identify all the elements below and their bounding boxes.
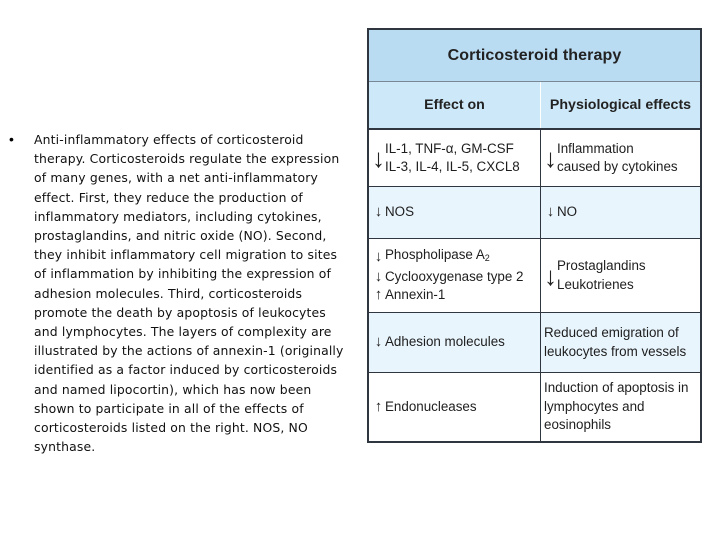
table-row-adhesion: [369, 313, 700, 373]
down-arrow-icon: ↓: [544, 260, 557, 291]
cytokines-effect-group: [372, 140, 536, 177]
down-arrow-icon: ↓: [374, 247, 383, 265]
effect-cell-adhesion: [369, 313, 541, 372]
table-row-endonucleases: [369, 373, 700, 441]
bullet-marker: •: [9, 131, 14, 147]
table-row-cytokines: [369, 130, 700, 187]
bullet-text: Anti-inflammatory effects of corticosteroid therapy. Corticosteroids regulate the expression of many genes, with a net anti-inflammatory effect. First, they reduce the production of inflammatory mediators, including cytokines, prostaglandins, and nitric oxide (NO). Second, they inhibit inflammatory cell migration to sites of inflammation by inhibiting the expression of adhesion molecules. Third, corticosteroids promote the death by apoptosis of leukocytes and lymphocytes. The layers of complexity are illustrated by the actions of annexin-1 (originally identified as a factor induced by corticosteroids and named lipocortin), which has now been shown to participate in all of the effects of corticosteroids listed on the right. NOS, NO synthase.: [34, 132, 344, 455]
nos-effect: NOS: [385, 204, 415, 220]
phospholipase-name: Phospholipase A: [385, 247, 485, 263]
adhesion-effect: Adhesion molecules: [385, 334, 505, 350]
phys-cell-adhesion: [541, 313, 700, 372]
phys-cell-nos: [541, 187, 700, 238]
table-title: Corticosteroid therapy: [369, 30, 700, 82]
phys-cell-phospholipase: [541, 239, 700, 312]
table-row-phospholipase: [369, 239, 700, 313]
cytokines-effect-line1: IL-1, TNF-α, GM-CSF: [385, 140, 514, 156]
cytokines-effect-line2: IL-3, IL-4, IL-5, CXCL8: [385, 159, 520, 174]
adhesion-phys-line1: Reduced emigration of: [544, 325, 679, 340]
phys-cell-endonucleases: [541, 373, 700, 441]
cytokines-phys-line2: caused by cytokines: [557, 159, 678, 174]
effect-cell-phospholipase: [369, 239, 541, 312]
down-arrow-icon: ↓: [374, 203, 383, 221]
phospholipase-phys-line1: Prostaglandins: [557, 258, 646, 273]
phospholipase-phys-group: [544, 257, 696, 294]
endonucleases-phys-line3: eosinophils: [544, 417, 611, 433]
cytokines-phys-group: [544, 140, 696, 177]
header-effect-on: Effect on: [369, 82, 541, 128]
phospholipase-effect-line1: [385, 246, 490, 268]
phospholipase-phys-line2: Leukotrienes: [557, 276, 634, 292]
bullet-list: [8, 130, 353, 456]
effect-cell-cytokines: [369, 130, 541, 186]
corticosteroid-table: [367, 28, 702, 443]
effect-cell-endonucleases: [369, 373, 541, 441]
endonucleases-effect: Endonucleases: [385, 398, 477, 414]
endonucleases-phys-line1: Induction of apoptosis in: [544, 380, 689, 396]
phospholipase-effect-line2: Cyclooxygenase type 2: [385, 268, 524, 284]
up-arrow-icon: ↑: [374, 397, 383, 415]
phospholipase-effect-line3: Annexin-1: [385, 287, 446, 303]
table-row-nos: [369, 187, 700, 239]
down-arrow-icon: ↓: [374, 267, 383, 285]
endonucleases-phys-line2: lymphocytes and: [544, 398, 645, 414]
adhesion-phys-line2: leukocytes from vessels: [544, 343, 687, 359]
down-arrow-icon: ↓: [374, 333, 383, 351]
table-header-row: [369, 82, 700, 130]
effect-cell-nos: [369, 187, 541, 238]
cytokines-phys-line1: Inflammation: [557, 140, 634, 156]
up-arrow-icon: ↑: [374, 286, 383, 304]
phys-cell-cytokines: [541, 130, 700, 186]
bullet-item: [8, 130, 353, 456]
down-arrow-icon: ↓: [546, 203, 555, 221]
nos-phys: NO: [557, 204, 578, 220]
down-arrow-icon: ↓: [544, 143, 557, 173]
down-arrow-icon: ↓: [372, 143, 385, 173]
phospholipase-subscript: 2: [484, 253, 490, 264]
header-physiological-effects: Physiological effects: [549, 97, 692, 113]
